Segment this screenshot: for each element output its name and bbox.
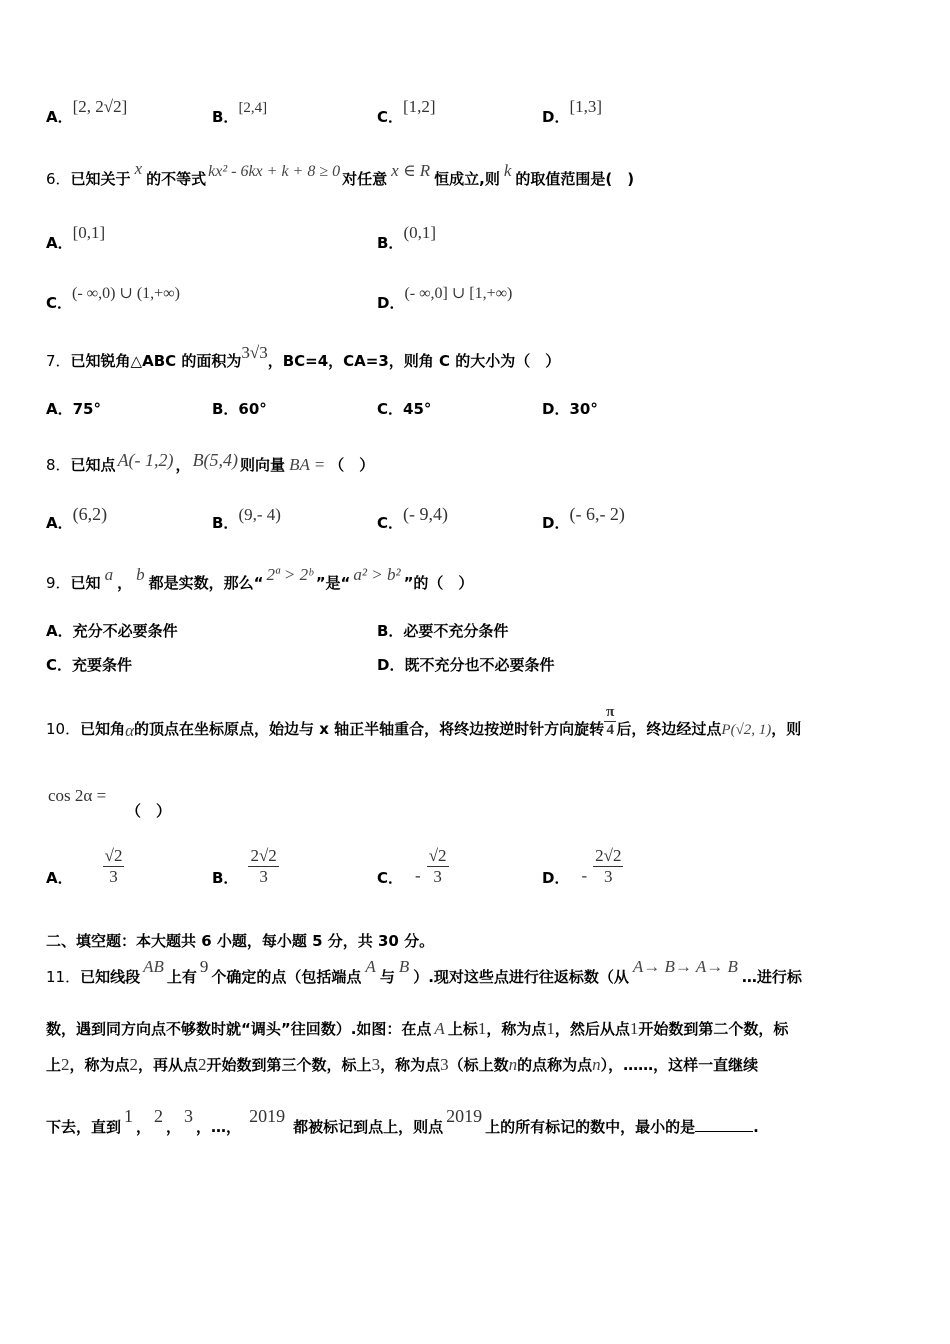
option-label: C． xyxy=(377,869,404,887)
option-text: C．45° xyxy=(377,400,432,418)
q7-text-1: 已知锐角△ABC 的面积为 xyxy=(70,352,242,370)
fraction-numerator: 2√2 xyxy=(250,846,277,865)
option-text: B．60° xyxy=(212,400,267,418)
option-math: [1,2] xyxy=(403,97,436,116)
separator: ， xyxy=(136,1118,152,1136)
fraction-denominator: 4 xyxy=(606,722,615,738)
option-label: A． xyxy=(46,234,73,252)
q11-text: ，再从点 xyxy=(138,1056,199,1074)
q10-option-c[interactable] xyxy=(377,846,449,887)
option-label: B． xyxy=(212,514,239,532)
option-math: (9,- 4) xyxy=(238,505,281,524)
number: 1 xyxy=(546,1019,555,1038)
q11-line-2 xyxy=(46,1018,788,1039)
option-math: (- ∞,0) ∪ (1,+∞) xyxy=(72,285,180,302)
q10-option-b[interactable] xyxy=(212,846,279,887)
q11-text: 开始数到第二个数，标 xyxy=(638,1020,789,1038)
fraction-denominator: 3 xyxy=(433,867,442,886)
cos-expression: cos 2α = xyxy=(48,786,107,805)
question-number: 9． xyxy=(46,574,71,592)
endpoint-b: B xyxy=(398,957,410,976)
number-2019: 2019 xyxy=(249,1106,286,1126)
q10-option-a[interactable] xyxy=(46,846,124,887)
var-n: n xyxy=(592,1055,601,1074)
q11-text: 上标 xyxy=(447,1020,478,1038)
q6-option-b[interactable] xyxy=(377,223,437,253)
question-number: 7． xyxy=(46,352,71,370)
option-fraction xyxy=(248,846,278,887)
q7-option-c[interactable] xyxy=(377,398,431,419)
option-text: D．30° xyxy=(542,400,598,418)
q11-text: ），……，这样一直继续 xyxy=(600,1056,759,1074)
q11-text: 开始数到第三个数，标上 xyxy=(206,1056,372,1074)
point-a: A xyxy=(434,1019,445,1038)
q5-option-a[interactable] xyxy=(46,97,128,127)
q11-text: ，称为点 xyxy=(69,1056,130,1074)
q9-option-a[interactable] xyxy=(46,620,178,641)
section-title: 二、填空题：本大题共 6 小题，每小题 5 分，共 30 分。 xyxy=(46,932,435,950)
option-math: [1,3] xyxy=(569,97,603,116)
count-nine: 9 xyxy=(199,957,209,976)
endpoint-a: A xyxy=(365,957,376,976)
q9-text-4: ”的（ ） xyxy=(403,574,474,592)
point-b: B(5,4) xyxy=(192,450,239,470)
option-label: B． xyxy=(212,108,239,126)
option-label: D． xyxy=(377,294,405,312)
q11-text: 已知线段 xyxy=(80,968,141,986)
q9-option-b[interactable] xyxy=(377,620,508,641)
fraction-pi-over-4 xyxy=(604,704,616,739)
q7-stem xyxy=(46,343,561,371)
fraction-numerator: √2 xyxy=(104,846,123,865)
q11-text: 与 xyxy=(379,968,395,986)
q8-text-1: 已知点 xyxy=(70,456,116,474)
sequence: A→ B→ A→ B xyxy=(632,957,738,976)
q11-text: 上的所有标记的数中，最小的是 xyxy=(485,1118,696,1136)
fraction-denominator: 3 xyxy=(604,867,613,886)
q11-text: ，称为点 xyxy=(380,1056,441,1074)
number: 2 xyxy=(61,1055,70,1074)
option-label: A． xyxy=(46,869,73,887)
option-label: D． xyxy=(542,108,570,126)
minus-sign: - xyxy=(415,866,421,885)
number: 1 xyxy=(124,1106,134,1126)
option-label: C． xyxy=(46,294,73,312)
point-a: A(- 1,2) xyxy=(117,450,174,470)
q10-option-d[interactable] xyxy=(542,846,623,887)
option-label: A． xyxy=(46,108,73,126)
q6-text-2: 的不等式 xyxy=(146,170,207,188)
condition: x ∈ R xyxy=(391,161,431,180)
point-p: P(√2, 1) xyxy=(721,722,772,738)
q9-text-3: ”是“ xyxy=(315,574,351,592)
q9-stem xyxy=(46,565,474,593)
q11-text: ，称为点 xyxy=(486,1020,547,1038)
q11-text: 上 xyxy=(46,1056,62,1074)
var-k: k xyxy=(503,161,512,180)
minus-sign: - xyxy=(581,866,588,885)
number: 3 xyxy=(371,1055,381,1074)
q5-option-c[interactable] xyxy=(377,97,436,127)
option-label: C． xyxy=(377,108,404,126)
option-math: [2, 2√2] xyxy=(72,97,128,116)
q10-text-1: 已知角 xyxy=(80,720,126,738)
q6-stem xyxy=(46,159,635,189)
separator: ， xyxy=(117,574,133,592)
option-text: A．75° xyxy=(46,400,101,418)
option-label: C． xyxy=(377,514,404,532)
condition-2: a² > b² xyxy=(353,565,401,584)
option-math: (- 9,4) xyxy=(403,504,448,524)
option-fraction xyxy=(427,846,449,887)
q9-text-1: 已知 xyxy=(70,574,101,592)
var-alpha: α xyxy=(125,721,135,740)
q6-text-4: 恒成立,则 xyxy=(434,170,500,188)
option-text: A．充分不必要条件 xyxy=(46,622,178,640)
condition-1: 2ª > 2ᵇ xyxy=(266,565,313,584)
q11-text: 个确定的点（包括端点 xyxy=(211,968,362,986)
question-number: 10． xyxy=(46,720,81,738)
option-math: (6,2) xyxy=(72,504,108,524)
option-math: (- 6,- 2) xyxy=(569,504,625,524)
var-n: n xyxy=(508,1055,518,1074)
option-text: B．必要不充分条件 xyxy=(377,622,509,640)
number: 3 xyxy=(440,1055,449,1074)
q6-option-d[interactable] xyxy=(377,285,513,313)
q8-option-c[interactable] xyxy=(377,504,448,533)
q6-text-3: 对任意 xyxy=(342,170,388,188)
option-label: B． xyxy=(212,869,239,887)
q5-option-b[interactable] xyxy=(212,100,268,127)
q6-option-a[interactable] xyxy=(46,223,106,253)
answer-blank[interactable] xyxy=(695,1117,753,1132)
question-number: 6． xyxy=(46,170,71,188)
number: 2 xyxy=(129,1055,139,1074)
q8-stem xyxy=(46,450,375,475)
q7-option-d[interactable] xyxy=(542,398,598,419)
answer-paren: （ ） xyxy=(126,802,172,820)
q8-text-2: 则向量 xyxy=(240,456,286,474)
q11-text: 都被标记到点上，则点 xyxy=(293,1118,444,1136)
q8-option-b[interactable] xyxy=(212,505,281,533)
q9-text-2: 都是实数，那么“ xyxy=(148,574,264,592)
vector-ba: BA = xyxy=(289,455,326,474)
option-label: D． xyxy=(542,514,570,532)
option-math: [2,4] xyxy=(238,100,268,116)
fraction-numerator: 2√2 xyxy=(595,846,622,865)
separator: ， xyxy=(175,456,191,474)
number: 3 xyxy=(184,1106,194,1126)
option-fraction xyxy=(593,846,623,887)
fraction-denominator: 3 xyxy=(109,867,118,886)
q10-paren xyxy=(126,800,171,821)
option-math: (- ∞,0] ∪ [1,+∞) xyxy=(404,285,513,302)
option-math: (0,1] xyxy=(403,223,437,242)
question-number: 11． xyxy=(46,968,81,986)
option-text: C．充要条件 xyxy=(46,656,133,674)
number: 2 xyxy=(154,1106,164,1126)
q5-option-d[interactable] xyxy=(542,97,603,127)
inequality: kx² - 6kx + k + 8 ≥ 0 xyxy=(208,163,341,180)
option-fraction xyxy=(103,846,125,887)
fraction-denominator: 3 xyxy=(259,867,268,886)
q10-stem xyxy=(46,704,802,747)
q7-option-a[interactable] xyxy=(46,398,101,419)
q10-text-2: 的顶点在坐标原点，始边与 x 轴正半轴重合，将终边按逆时针方向旋转 xyxy=(134,720,605,738)
question-number: 8． xyxy=(46,456,71,474)
option-label: D． xyxy=(542,869,570,887)
q11-text: 下去，直到 xyxy=(46,1118,122,1136)
fraction-numerator: √2 xyxy=(428,846,447,865)
option-math: [0,1] xyxy=(72,223,106,242)
separator: ，…， xyxy=(196,1118,242,1136)
q8-text-3: （ ） xyxy=(329,456,375,474)
q9-option-d[interactable] xyxy=(377,654,554,675)
q9-option-c[interactable] xyxy=(46,654,132,675)
q8-option-d[interactable] xyxy=(542,504,625,533)
q11-text: （标上数 xyxy=(448,1056,509,1074)
q6-option-c[interactable] xyxy=(46,285,180,313)
q11-text: ，然后从点 xyxy=(554,1020,630,1038)
period: . xyxy=(753,1118,759,1136)
number: 1 xyxy=(477,1019,487,1038)
q10-text-3: 后，终边经过点 xyxy=(616,720,722,738)
q6-text-1: 已知关于 xyxy=(70,170,131,188)
q11-line-3 xyxy=(46,1054,758,1075)
q11-line-1 xyxy=(46,957,802,987)
q11-line-4 xyxy=(46,1106,759,1137)
var-b: b xyxy=(136,565,145,584)
number: 2 xyxy=(198,1055,207,1074)
area-value: 3√3 xyxy=(241,343,268,362)
q11-text: 数，遇到同方向点不够数时就“调头”往回数）.如图：在点 xyxy=(46,1020,432,1038)
var-x: x xyxy=(134,159,143,178)
var-a: a xyxy=(104,565,114,584)
number-2019: 2019 xyxy=(446,1106,483,1126)
section-header xyxy=(46,930,434,951)
q11-text: 的点称为点 xyxy=(517,1056,593,1074)
q11-text: 上有 xyxy=(166,968,197,986)
fraction-numerator: π xyxy=(606,704,615,720)
q6-text-5: 的取值范围是( ) xyxy=(515,170,635,188)
q11-text: …进行标 xyxy=(741,968,802,986)
option-label: B． xyxy=(377,234,404,252)
q7-text-2: ，BC=4，CA=3，则角 C 的大小为（ ） xyxy=(267,352,561,370)
number: 1 xyxy=(629,1019,639,1038)
separator: ， xyxy=(166,1118,182,1136)
q8-option-a[interactable] xyxy=(46,504,108,533)
option-text: D．既不充分也不必要条件 xyxy=(377,656,555,674)
q10-expression xyxy=(48,786,106,806)
segment-ab: AB xyxy=(143,957,164,976)
option-label: A． xyxy=(46,514,73,532)
q7-option-b[interactable] xyxy=(212,398,267,419)
q11-text: ）.现对这些点进行往返标数（从 xyxy=(413,968,629,986)
q10-text-4: ，则 xyxy=(771,720,802,738)
